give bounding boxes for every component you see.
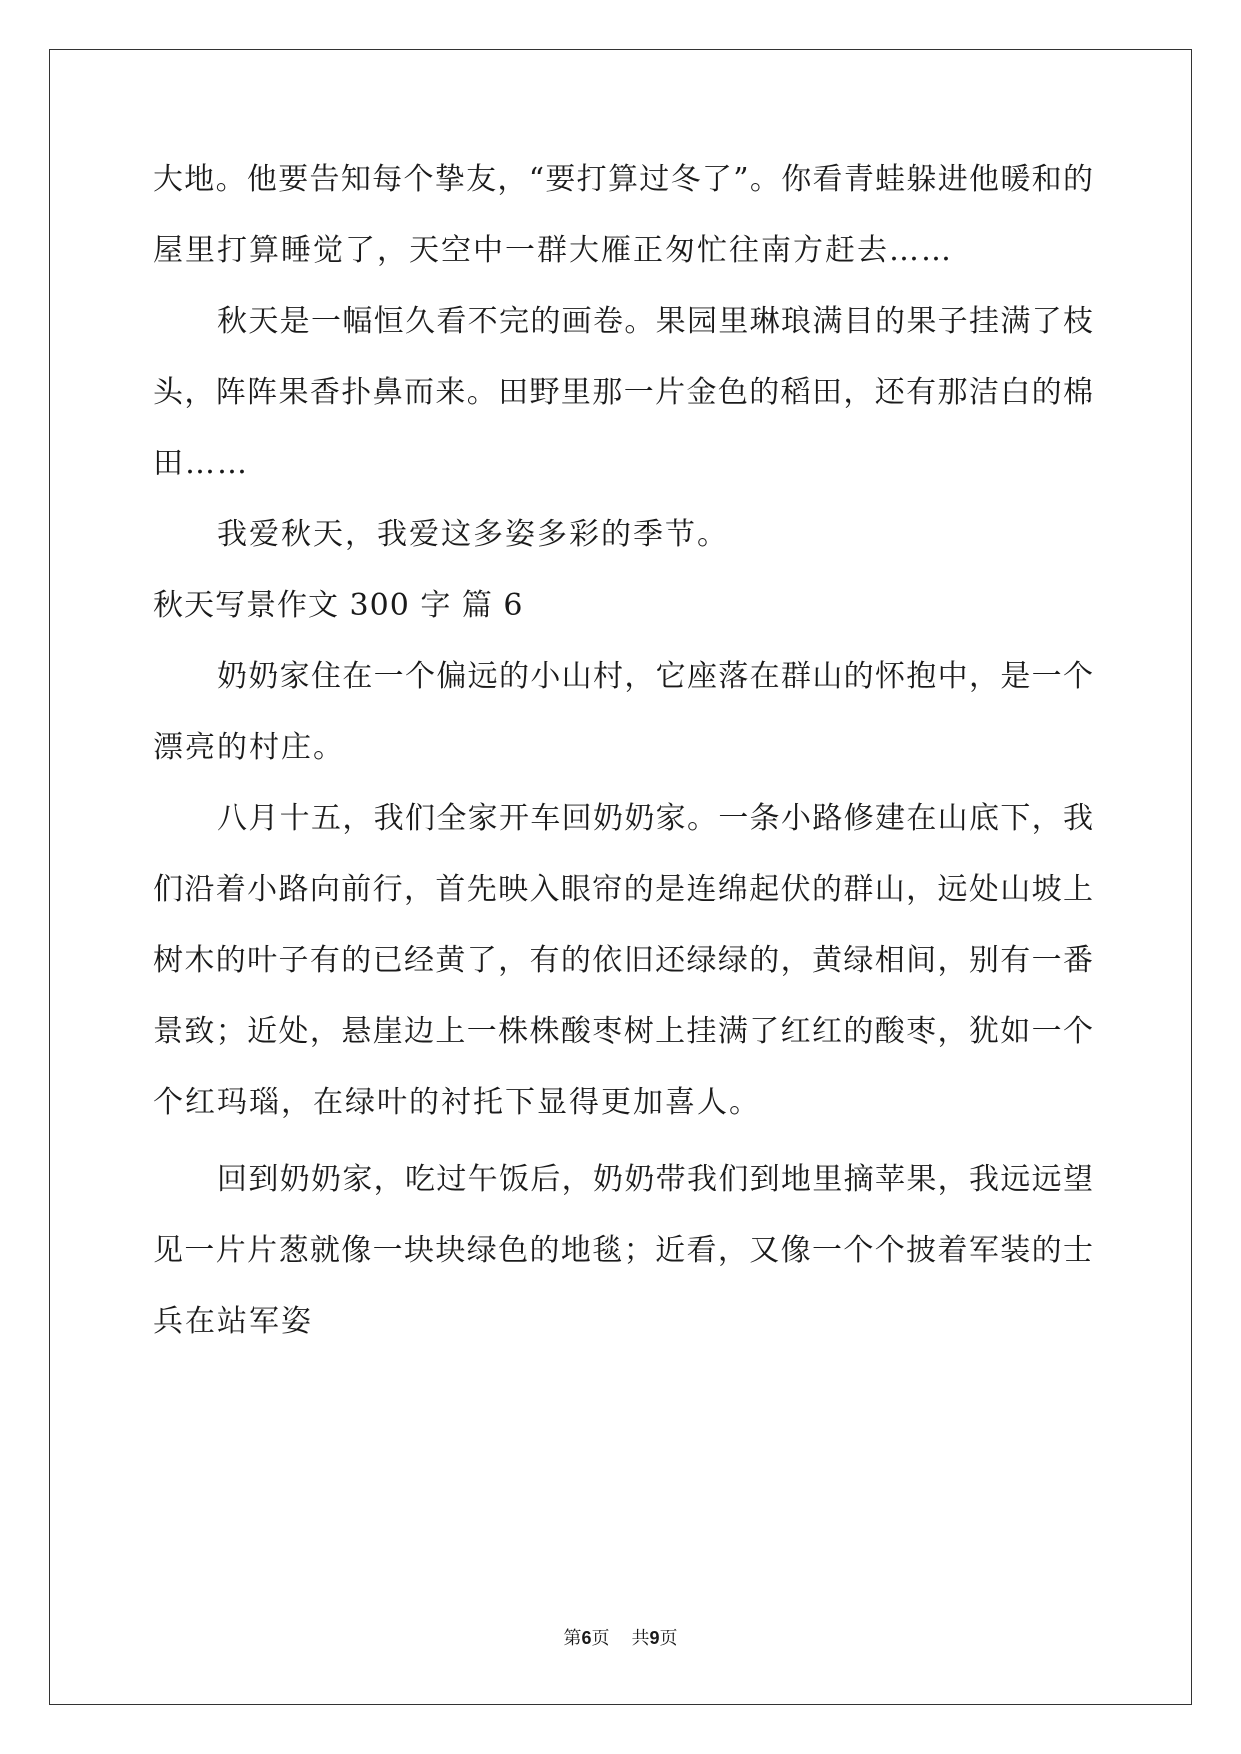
- text-line: 兵在站军姿: [153, 1304, 313, 1339]
- text-line: 个红玛瑙，在绿叶的衬托下显得更加喜人。: [153, 1085, 761, 1120]
- text-line: 田……: [153, 446, 249, 481]
- paragraph-first-line: 回到奶奶家，吃过午饭后，奶奶带我们到地里摘苹果，我远远望: [217, 1162, 1093, 1197]
- paragraph-first-line: 奶奶家住在一个偏远的小山村，它座落在群山的怀抱中，是一个: [217, 659, 1093, 694]
- current-page-number: 6: [581, 1628, 592, 1648]
- text-line: 大地。他要告知每个挚友，“要打算过冬了”。你看青蛙躲进他暖和的: [153, 162, 1093, 197]
- text-line: 见一片片葱就像一块块绿色的地毯；近看，又像一个个披着军装的士: [153, 1233, 1093, 1268]
- text-line: 树木的叶子有的已经黄了，有的依旧还绿绿的，黄绿相间，别有一番: [153, 943, 1093, 978]
- text-line: 头，阵阵果香扑鼻而来。田野里那一片金色的稻田，还有那洁白的棉: [153, 375, 1093, 410]
- paragraph-first-line: 秋天是一幅恒久看不完的画卷。果园里琳琅满目的果子挂满了枝: [217, 304, 1093, 339]
- page-label-prefix: 第: [563, 1628, 582, 1649]
- paragraph-first-line: 八月十五，我们全家开车回奶奶家。一条小路修建在山底下，我: [217, 801, 1093, 836]
- total-page-count: 9: [649, 1628, 660, 1648]
- section-heading: 秋天写景作文 300 字 篇 6: [153, 588, 524, 623]
- page-label-suffix: 页: [591, 1628, 610, 1649]
- page-footer: [0, 1626, 1241, 1651]
- paragraph-first-line: 我爱秋天，我爱这多姿多彩的季节。: [217, 517, 729, 552]
- text-line: 景致；近处，悬崖边上一株株酸枣树上挂满了红红的酸枣，犹如一个: [153, 1014, 1093, 1049]
- text-line: 漂亮的村庄。: [153, 730, 345, 765]
- text-line: 屋里打算睡觉了，天空中一群大雁正匆忙往南方赶去……: [153, 233, 953, 268]
- text-line: 们沿着小路向前行，首先映入眼帘的是连绵起伏的群山，远处山坡上: [153, 872, 1093, 907]
- total-label-suffix: 页: [659, 1628, 678, 1649]
- total-label-prefix: 共: [631, 1628, 650, 1649]
